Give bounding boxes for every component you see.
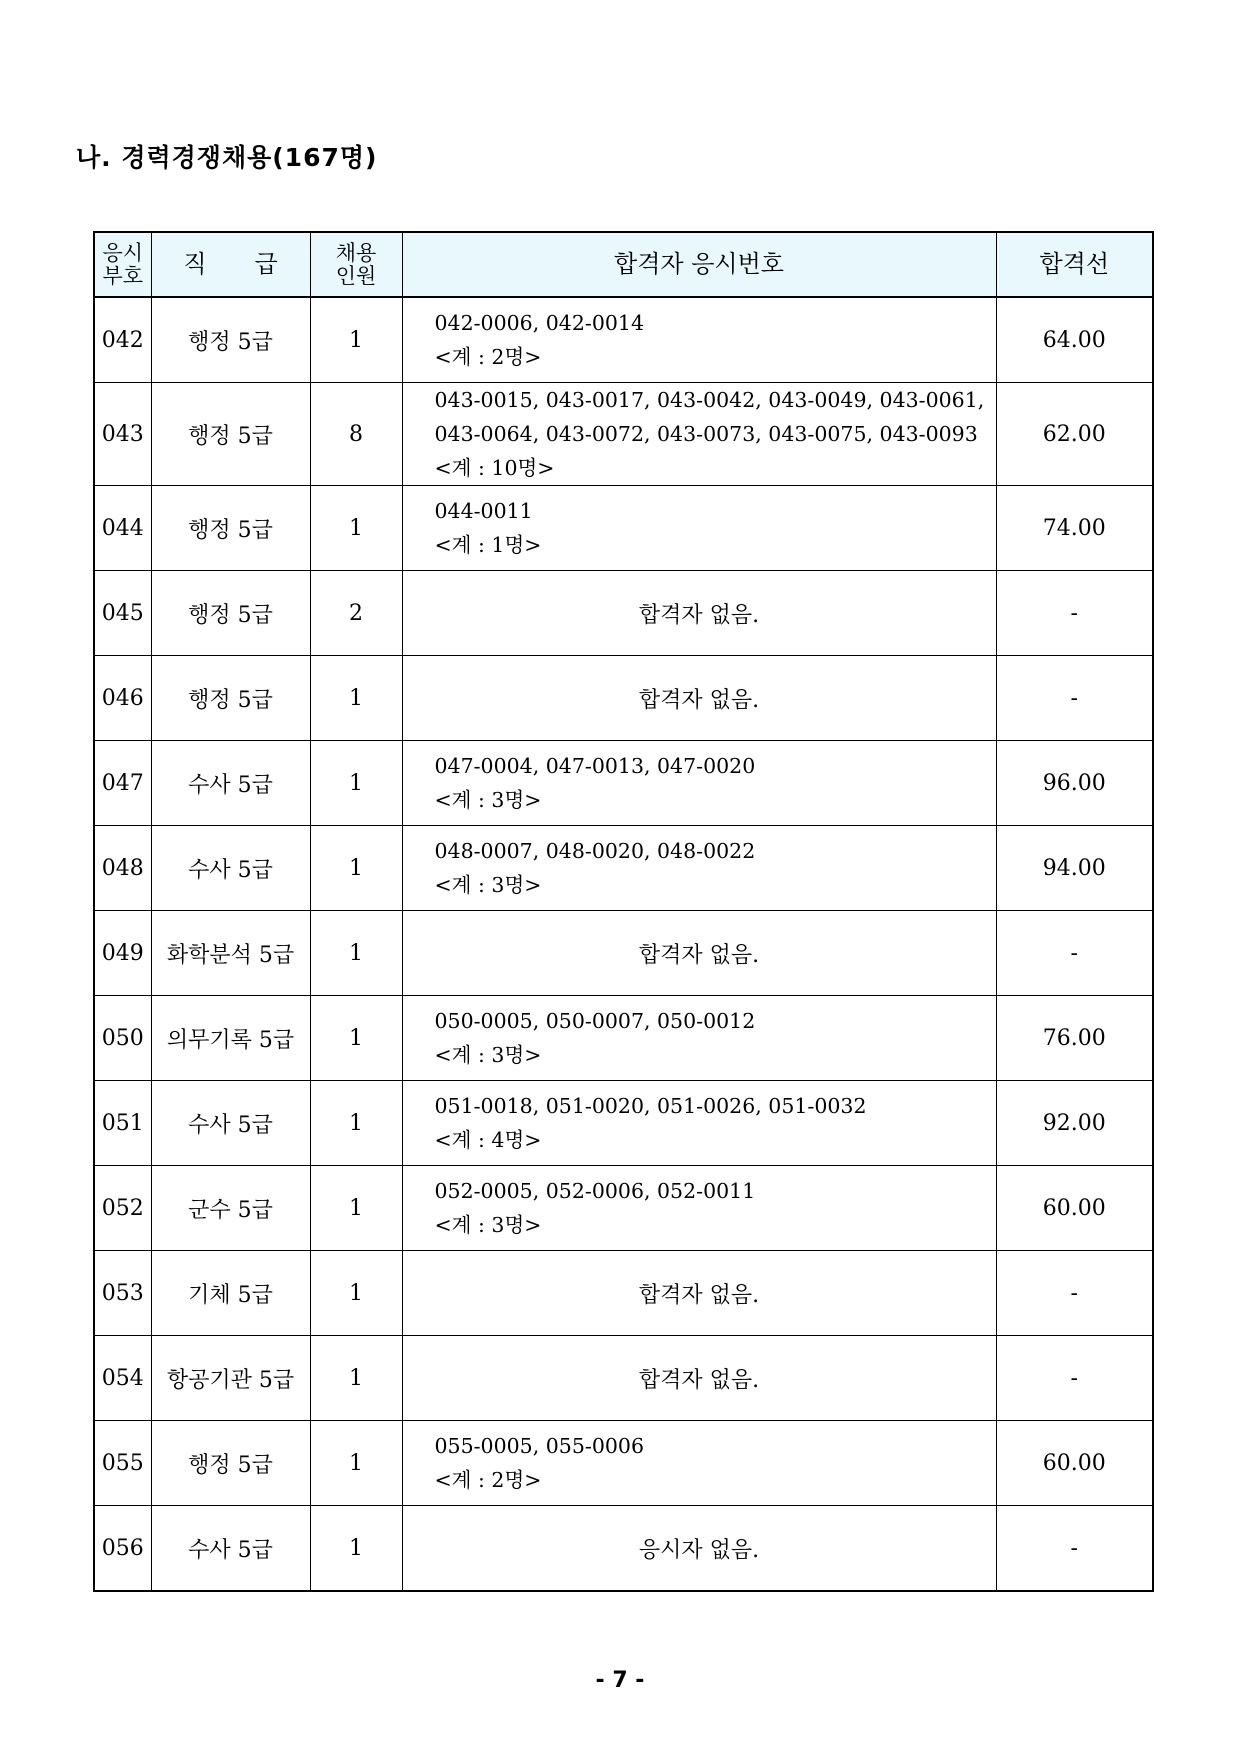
- table-row: [94, 1081, 1153, 1166]
- header-grade: 직 급: [151, 232, 310, 297]
- passer-numbers-line: 047-0004, 047-0013, 047-0020: [434, 754, 756, 778]
- grade-cell: 수사 5급: [151, 826, 310, 911]
- quota-cell: 1: [310, 1251, 402, 1336]
- exam-code-cell: 047: [94, 741, 151, 826]
- passers-cell: [402, 297, 996, 383]
- grade-cell: 군수 5급: [151, 1166, 310, 1251]
- passer-numbers-line: 050-0005, 050-0007, 050-0012: [434, 1009, 756, 1033]
- passers-cell: 합격자 없음.: [402, 1336, 996, 1421]
- grade-cell: 행정 5급: [151, 1421, 310, 1506]
- grade-cell: 행정 5급: [151, 656, 310, 741]
- cutoff-cell: -: [996, 656, 1153, 741]
- cutoff-cell: -: [996, 1251, 1153, 1336]
- quota-cell: 1: [310, 1166, 402, 1251]
- passers-cell: [402, 741, 996, 826]
- table-row: [94, 826, 1153, 911]
- quota-cell: 1: [310, 826, 402, 911]
- header-exam-code: [94, 232, 151, 297]
- header-passers: 합격자 응시번호: [402, 232, 996, 297]
- grade-cell: 수사 5급: [151, 741, 310, 826]
- passers-cell: 합격자 없음.: [402, 1251, 996, 1336]
- passer-numbers-line: 052-0005, 052-0006, 052-0011: [434, 1179, 756, 1203]
- cutoff-cell: 74.00: [996, 486, 1153, 571]
- passers-cell: [402, 1081, 996, 1166]
- passers-cell: [402, 383, 996, 486]
- passers-cell: [402, 1166, 996, 1251]
- quota-cell: 8: [310, 383, 402, 486]
- passers-cell: [402, 486, 996, 571]
- passers-cell: [402, 1421, 996, 1506]
- cutoff-cell: 96.00: [996, 741, 1153, 826]
- section-title: 나. 경력경쟁채용(167명): [76, 143, 378, 172]
- passer-numbers-line: 043-0064, 043-0072, 043-0073, 043-0075, 043-0093: [434, 422, 978, 446]
- grade-cell: 화학분석 5급: [151, 911, 310, 996]
- exam-code-cell: 042: [94, 297, 151, 383]
- quota-cell: 1: [310, 297, 402, 383]
- passers-cell: 응시자 없음.: [402, 1506, 996, 1592]
- cutoff-cell: 62.00: [996, 383, 1153, 486]
- grade-cell: 행정 5급: [151, 571, 310, 656]
- exam-code-cell: 050: [94, 996, 151, 1081]
- quota-cell: 1: [310, 911, 402, 996]
- passers-cell: [402, 996, 996, 1081]
- exam-code-cell: 051: [94, 1081, 151, 1166]
- header-quota-label: 채용 인원: [335, 241, 377, 288]
- grade-cell: 행정 5급: [151, 297, 310, 383]
- passer-total: <계 : 3명>: [434, 873, 542, 897]
- table-row: [94, 1336, 1153, 1421]
- exam-code-cell: 054: [94, 1336, 151, 1421]
- passers-cell: [402, 826, 996, 911]
- grade-cell: 행정 5급: [151, 383, 310, 486]
- cutoff-cell: 92.00: [996, 1081, 1153, 1166]
- cutoff-cell: 60.00: [996, 1421, 1153, 1506]
- table-header-row: [94, 232, 1153, 297]
- table-row: [94, 383, 1153, 486]
- table-row: [94, 1251, 1153, 1336]
- quota-cell: 1: [310, 486, 402, 571]
- exam-code-cell: 049: [94, 911, 151, 996]
- passer-numbers-line: 055-0005, 055-0006: [434, 1434, 644, 1458]
- passers-cell: 합격자 없음.: [402, 911, 996, 996]
- grade-cell: 수사 5급: [151, 1506, 310, 1592]
- table-row: [94, 911, 1153, 996]
- table-row: [94, 1166, 1153, 1251]
- cutoff-cell: 94.00: [996, 826, 1153, 911]
- quota-cell: 1: [310, 1336, 402, 1421]
- exam-code-cell: 045: [94, 571, 151, 656]
- grade-cell: 항공기관 5급: [151, 1336, 310, 1421]
- quota-cell: 1: [310, 1081, 402, 1166]
- quota-cell: 1: [310, 1506, 402, 1592]
- passer-numbers-line: 042-0006, 042-0014: [434, 311, 644, 335]
- exam-code-cell: 055: [94, 1421, 151, 1506]
- table-row: [94, 996, 1153, 1081]
- table-row: [94, 741, 1153, 826]
- passers-cell: 합격자 없음.: [402, 656, 996, 741]
- quota-cell: 1: [310, 996, 402, 1081]
- header-cutoff: 합격선: [996, 232, 1153, 297]
- cutoff-cell: -: [996, 1336, 1153, 1421]
- exam-code-cell: 053: [94, 1251, 151, 1336]
- cutoff-cell: 64.00: [996, 297, 1153, 383]
- cutoff-cell: -: [996, 911, 1153, 996]
- table-body: [94, 297, 1153, 1591]
- exam-code-cell: 056: [94, 1506, 151, 1592]
- cutoff-cell: 60.00: [996, 1166, 1153, 1251]
- results-table: [93, 231, 1154, 1592]
- page-number: - 7 -: [595, 1668, 645, 1693]
- quota-cell: 1: [310, 741, 402, 826]
- table-row: [94, 1421, 1153, 1506]
- passer-total: <계 : 10명>: [434, 456, 555, 480]
- grade-cell: 의무기록 5급: [151, 996, 310, 1081]
- passers-cell: 합격자 없음.: [402, 571, 996, 656]
- passer-total: <계 : 3명>: [434, 1213, 542, 1237]
- exam-code-cell: 048: [94, 826, 151, 911]
- grade-cell: 기체 5급: [151, 1251, 310, 1336]
- cutoff-cell: -: [996, 571, 1153, 656]
- quota-cell: 1: [310, 1421, 402, 1506]
- passer-numbers-line: 043-0015, 043-0017, 043-0042, 043-0049, 043-0061,: [434, 388, 985, 412]
- header-exam-code-label: 응시 부호: [102, 241, 144, 288]
- passer-numbers-line: 051-0018, 051-0020, 051-0026, 051-0032: [434, 1094, 867, 1118]
- exam-code-cell: 043: [94, 383, 151, 486]
- table-row: [94, 297, 1153, 383]
- passer-total: <계 : 2명>: [434, 1468, 542, 1492]
- table-row: [94, 1506, 1153, 1592]
- table-row: [94, 656, 1153, 741]
- cutoff-cell: 76.00: [996, 996, 1153, 1081]
- passer-total: <계 : 3명>: [434, 788, 542, 812]
- grade-cell: 행정 5급: [151, 486, 310, 571]
- passer-total: <계 : 3명>: [434, 1043, 542, 1067]
- passer-total: <계 : 2명>: [434, 345, 542, 369]
- passer-total: <계 : 4명>: [434, 1128, 542, 1152]
- cutoff-cell: -: [996, 1506, 1153, 1592]
- passer-numbers-line: 048-0007, 048-0020, 048-0022: [434, 839, 756, 863]
- table-row: [94, 571, 1153, 656]
- passer-numbers-line: 044-0011: [434, 499, 533, 523]
- table-row: [94, 486, 1153, 571]
- exam-code-cell: 052: [94, 1166, 151, 1251]
- grade-cell: 수사 5급: [151, 1081, 310, 1166]
- passer-total: <계 : 1명>: [434, 533, 542, 557]
- quota-cell: 1: [310, 656, 402, 741]
- header-quota: [310, 232, 402, 297]
- exam-code-cell: 044: [94, 486, 151, 571]
- quota-cell: 2: [310, 571, 402, 656]
- exam-code-cell: 046: [94, 656, 151, 741]
